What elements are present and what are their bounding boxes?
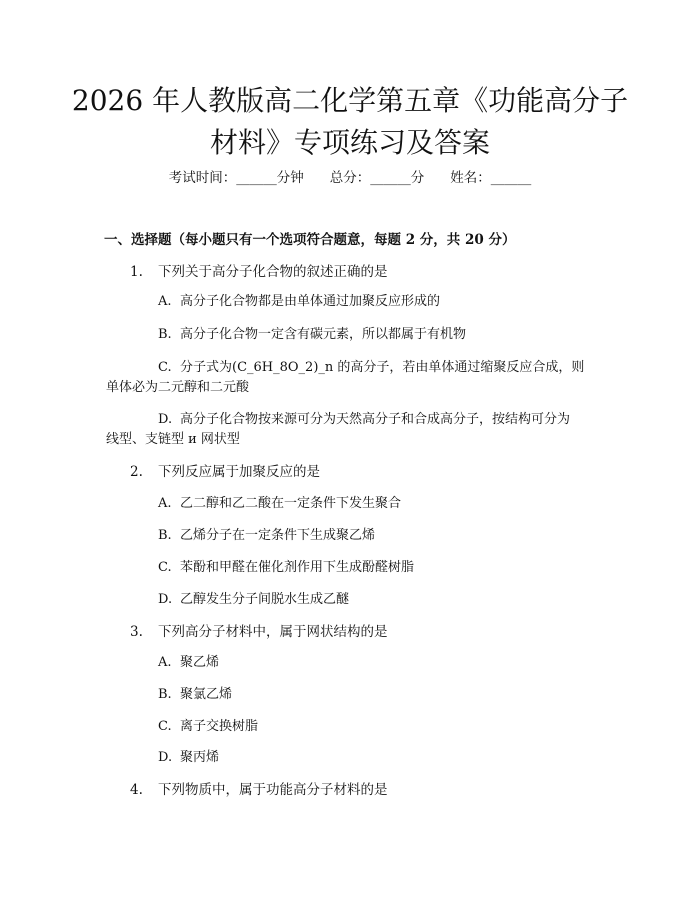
- option-letter: B.: [158, 687, 172, 702]
- option-text-continued: 线型、支链型 и 网状型: [106, 432, 240, 447]
- option-letter: C.: [158, 719, 172, 734]
- question-3-option-a: [158, 653, 598, 673]
- question-2: [130, 462, 320, 482]
- option-text: 分子式为(C_6H_8O_2)_n 的高分子，若由单体通过缩聚反应合成，则: [180, 360, 585, 375]
- question-stem: 下列物质中，属于功能高分子材料的是: [158, 782, 388, 798]
- option-text: 苯酚和甲醛在催化剂作用下生成酚醛树脂: [180, 560, 415, 575]
- question-number: 3.: [130, 624, 143, 640]
- section-heading: 一、选择题（每小题只有一个选项符合题意，每题 2 分，共 20 分）: [104, 232, 516, 248]
- question-number: 4.: [130, 782, 143, 798]
- question-stem: 下列反应属于加聚反应的是: [158, 464, 320, 480]
- option-text: 乙二醇和乙二酸在一定条件下发生聚合: [180, 496, 402, 511]
- option-letter: B.: [158, 327, 172, 342]
- question-2-option-b: [158, 526, 598, 546]
- question-4: [130, 780, 388, 800]
- option-text: 聚丙烯: [180, 750, 220, 765]
- option-text: 高分子化合物都是由单体通过加聚反应形成的: [180, 294, 441, 309]
- option-letter: D.: [158, 592, 173, 607]
- question-number: 1.: [130, 264, 143, 280]
- option-letter: D.: [158, 412, 173, 427]
- question-2-option-d: [158, 590, 598, 610]
- exam-time-label: 考试时间：______分钟: [168, 170, 304, 186]
- question-number: 2.: [130, 464, 143, 480]
- option-text: 聚乙烯: [180, 655, 220, 670]
- exam-meta: [0, 168, 700, 188]
- option-letter: A.: [158, 655, 172, 670]
- option-text: 乙醇发生分子间脱水生成乙醚: [180, 592, 350, 607]
- option-text: 聚氯乙烯: [180, 687, 233, 702]
- question-stem: 下列关于高分子化合物的叙述正确的是: [158, 264, 388, 280]
- option-text: 离子交换树脂: [180, 719, 259, 734]
- question-1-option-a: [158, 292, 598, 312]
- question-1: [130, 262, 388, 282]
- option-letter: A.: [158, 496, 172, 511]
- option-letter: D.: [158, 750, 173, 765]
- option-text: 高分子化合物一定含有碳元素，所以都属于有机物: [180, 327, 467, 342]
- option-text: 乙烯分子在一定条件下生成聚乙烯: [180, 528, 376, 543]
- total-score-label: 总分：______分: [329, 170, 425, 186]
- exam-title: [60, 80, 640, 164]
- option-text-continued: 单体必为二元醇和二元酸: [106, 380, 250, 395]
- question-3: [130, 622, 388, 642]
- question-1-option-d: [106, 410, 598, 447]
- question-1-option-b: [158, 325, 598, 345]
- option-text: 高分子化合物按来源可分为天然高分子和合成高分子，按结构可分为: [180, 412, 571, 427]
- question-3-option-d: [158, 748, 598, 768]
- question-2-option-a: [158, 494, 598, 514]
- question-3-option-b: [158, 685, 598, 705]
- question-1-option-c: [106, 358, 598, 395]
- title-line-2: 材料》专项练习及答案: [209, 126, 490, 159]
- title-line-1: 2026 年人教版高二化学第五章《功能高分子: [71, 84, 629, 117]
- option-letter: B.: [158, 528, 172, 543]
- student-name-label: 姓名：______: [450, 170, 532, 186]
- question-stem: 下列高分子材料中，属于网状结构的是: [158, 624, 388, 640]
- question-2-option-c: [158, 558, 598, 578]
- option-letter: C.: [158, 360, 172, 375]
- option-letter: C.: [158, 560, 172, 575]
- option-letter: A.: [158, 294, 172, 309]
- question-3-option-c: [158, 717, 598, 737]
